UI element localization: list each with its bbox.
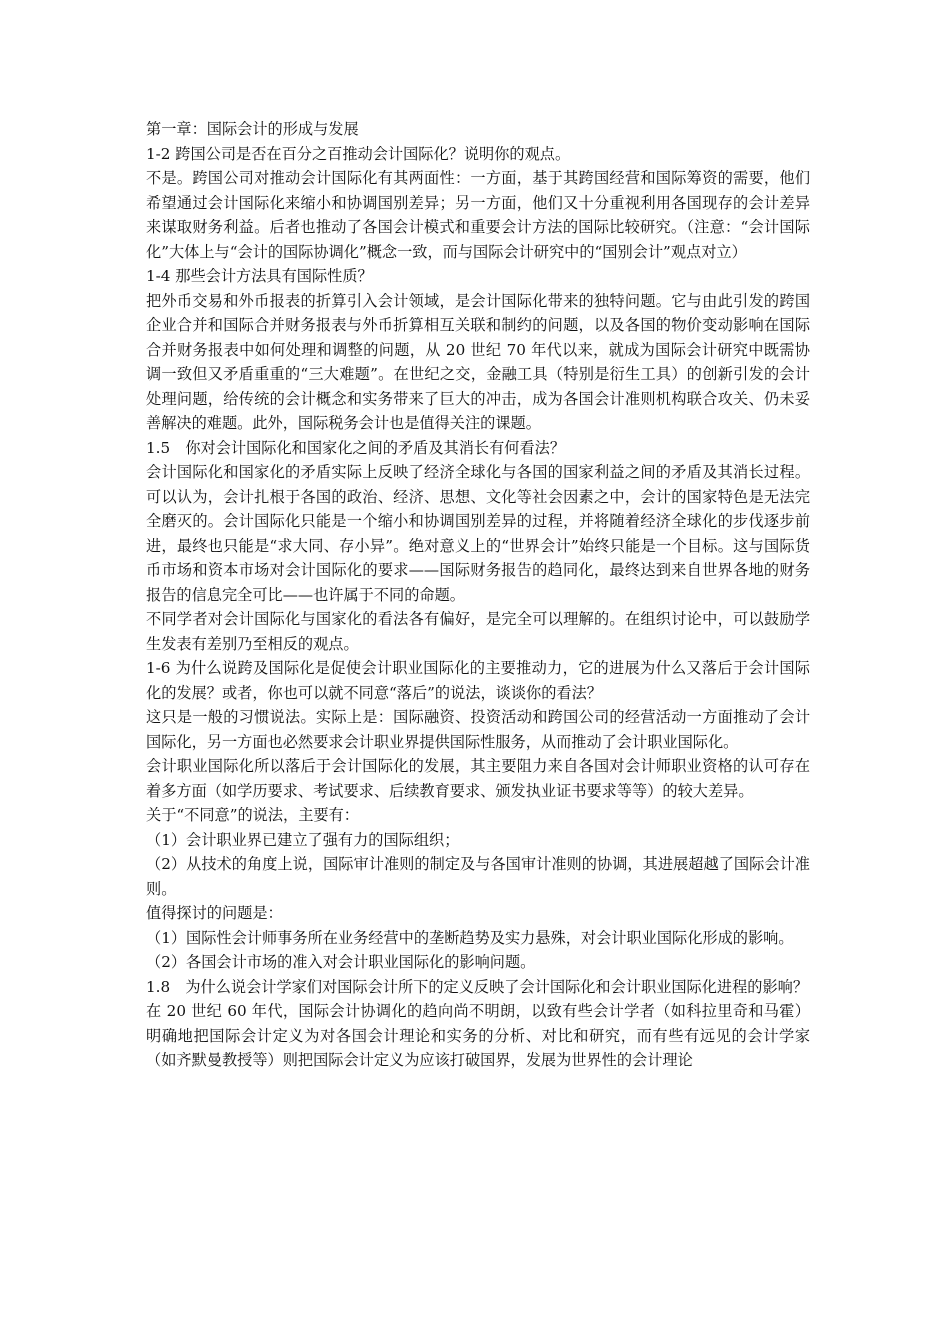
question-1-6: 1-6 为什么说跨及国际化是促使会计职业国际化的主要推动力，它的进展为什么又落后于会计国际化的发展？或者，你也可以就不同意“落后”的说法，谈谈你的看法？ (146, 659, 810, 702)
question-1-4: 1-4 那些会计方法具有国际性质？ (146, 267, 373, 285)
answer-paragraph: 在 20 世纪 60 年代，国际会计协调化的趋向尚不明朗，以致有些会计学者（如科拉里奇和马霍）明确地把国际会计定义为对各国会计理论和实务的分析、对比和研究，而有些有远见的会计学家（如齐默曼教授等）则把国际会计定义为应该打破国界，发展为世界性的会计理论 (146, 1002, 810, 1069)
question-1-8: 1.8 为什么说会计学家们对国际会计所下的定义反映了会计国际化和会计职业国际化进程的影响？ (146, 977, 809, 996)
answer-paragraph: 把外币交易和外币报表的折算引入会计领域，是会计国际化带来的独特问题。它与由此引发的跨国企业合并和国际合并财务报表与外币折算相互关联和制约的问题，以及各国的物价变动影响在国际合并财务报表中如何处理和调整的问题，从 20 世纪 70 年代以来，就成为国际会计研究中既需协调一致但又矛盾重重的“三大难题”。在世纪之交，金融工具（特别是衍生工具）的创新引发的会计处理问题，给传统的会计概念和实务带来了巨大的冲击，成为各国会计准则机构联合攻关、仍未妥善解决的难题。此外，国际税务会计也是值得关注的课题。 (146, 291, 810, 432)
answer-paragraph: 会计职业国际化所以落后于会计国际化的发展，其主要阻力来自各国对会计师职业资格的认可存在着多方面（如学历要求、考试要求、后续教育要求、颁发执业证书要求等等）的较大差异。 (146, 757, 810, 800)
answer-paragraph: 关于“不同意”的说法，主要有： (146, 806, 359, 824)
document-page (146, 117, 810, 1073)
question-1-5: 1.5 你对会计国际化和国家化之间的矛盾及其消长有何看法？ (146, 438, 566, 457)
answer-paragraph: 值得探讨的问题是： (146, 904, 283, 922)
question-1-2: 1-2 跨国公司是否在百分之百推动会计国际化？说明你的观点。 (146, 144, 571, 163)
chapter-title: 第一章：国际会计的形成与发展 (146, 120, 359, 138)
list-item: （1）会计职业界已建立了强有力的国际组织； (146, 830, 460, 849)
answer-paragraph: 这只是一般的习惯说法。实际上是：国际融资、投资活动和跨国公司的经营活动一方面推动了会计国际化，另一方面也必然要求会计职业界提供国际性服务，从而推动了会计职业国际化。 (146, 708, 810, 751)
answer-paragraph: 会计国际化和国家化的矛盾实际上反映了经济全球化与各国的国家利益之间的矛盾及其消长过程。可以认为，会计扎根于各国的政治、经济、思想、文化等社会因素之中，会计的国家特色是无法完全磨灭的。会计国际化只能是一个缩小和协调国别差异的过程，并将随着经济全球化的步伐逐步前进，最终也只能是“求大同、存小异”。绝对意义上的“世界会计”始终只能是一个目标。这与国际货币市场和资本市场对会计国际化的要求——国际财务报告的趋同化，最终达到来自世界各地的财务报告的信息完全可比——也许属于不同的命题。 (146, 463, 810, 604)
answer-paragraph: 不同学者对会计国际化与国家化的看法各有偏好，是完全可以理解的。在组织讨论中，可以鼓励学生发表有差别乃至相反的观点。 (146, 610, 810, 653)
list-item: （2）从技术的角度上说，国际审计准则的制定及与各国审计准则的协调，其进展超越了国际会计准则。 (146, 855, 810, 898)
list-item: （1）国际性会计师事务所在业务经营中的垄断趋势及实力悬殊，对会计职业国际化形成的影响。 (146, 928, 794, 947)
list-item: （2）各国会计市场的准入对会计职业国际化的影响问题。 (146, 953, 536, 971)
answer-paragraph: 不是。跨国公司对推动会计国际化有其两面性：一方面，基于其跨国经营和国际筹资的需要，他们希望通过会计国际化来缩小和协调国别差异；另一方面，他们又十分重视利用各国现存的会计差异来谋取财务利益。后者也推动了各国会计模式和重要会计方法的国际比较研究。（注意：“会计国际化”大体上与“会计的国际协调化”概念一致，而与国际会计研究中的“国别会计”观点对立） (146, 169, 810, 261)
